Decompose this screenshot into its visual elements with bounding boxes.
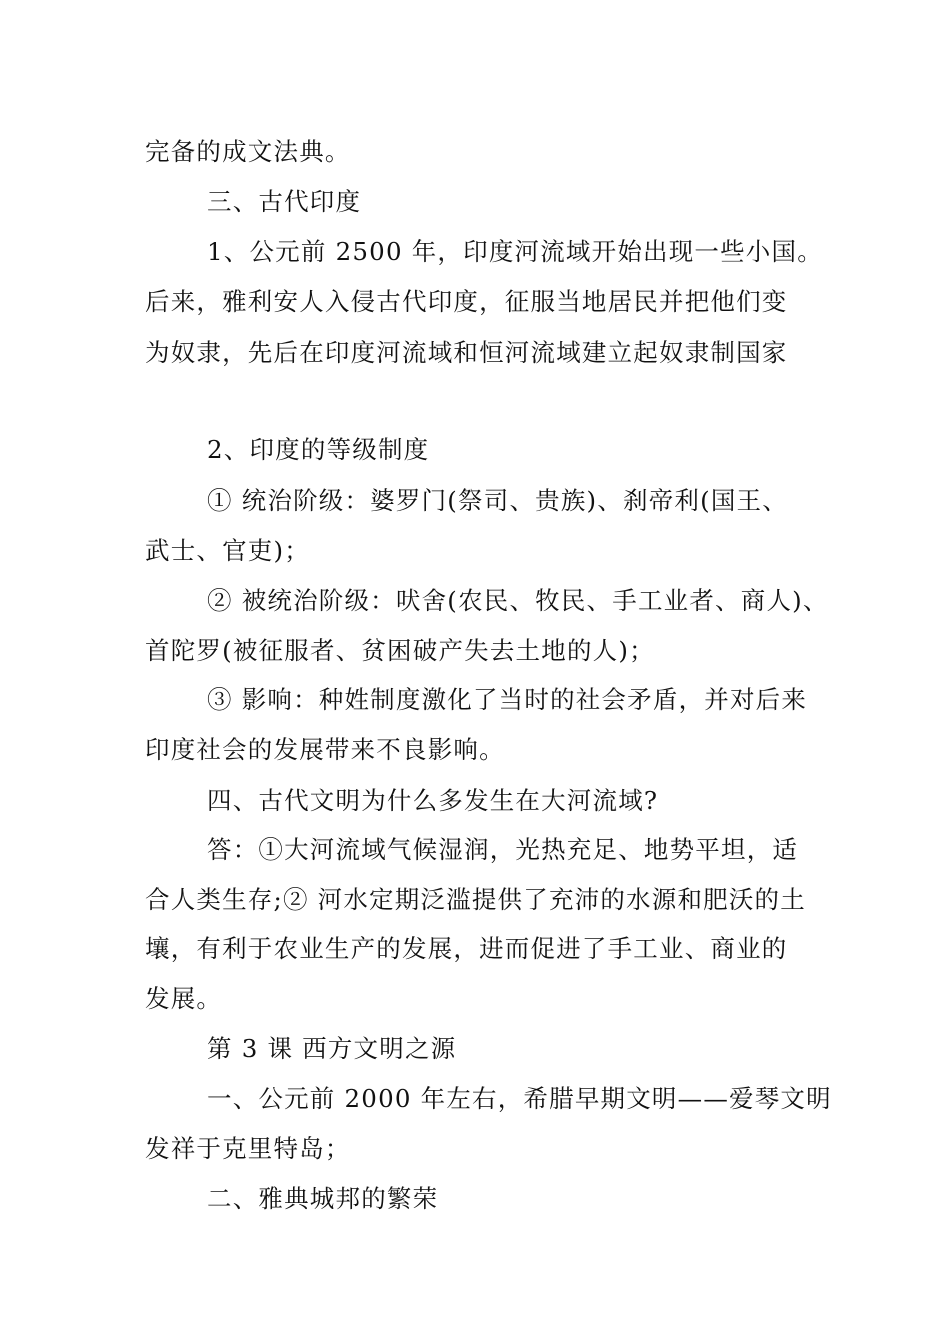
subheading: 2、印度的等级制度 <box>207 435 430 464</box>
section-heading: 三、古代印度 <box>207 187 362 216</box>
section-heading: 二、雅典城邦的繁荣 <box>207 1184 439 1213</box>
text-line: 为奴隶，先后在印度河流域和恒河流域建立起奴隶制国家 <box>145 338 788 367</box>
list-item: ③ 影响：种姓制度激化了当时的社会矛盾，并对后来 <box>207 685 808 714</box>
text-line: 壤，有利于农业生产的发展，进而促进了手工业、商业的 <box>145 934 788 963</box>
text-line: 1、公元前 2500 年，印度河流域开始出现一些小国。 <box>207 237 823 266</box>
text-line: 首陀罗(被征服者、贫困破产失去土地的人)； <box>145 636 655 665</box>
text-line: 答：①大河流域气候湿润，光热充足、地势平坦，适 <box>207 835 799 864</box>
text-line: 武士、官吏)； <box>145 536 310 565</box>
lesson-title: 第 3 课 西方文明之源 <box>207 1034 457 1063</box>
text-line: 完备的成文法典。 <box>145 137 351 166</box>
text-line: 发祥于克里特岛； <box>145 1134 351 1163</box>
section-heading: 四、古代文明为什么多发生在大河流域? <box>207 786 659 815</box>
text-line: 后来，雅利安人入侵古代印度，征服当地居民并把他们变 <box>145 287 788 316</box>
list-item: ② 被统治阶级：吠舍(农民、牧民、手工业者、商人)、 <box>207 586 829 615</box>
text-line: 合人类生存;② 河水定期泛滥提供了充沛的水源和肥沃的土 <box>145 885 806 914</box>
text-line: 发展。 <box>145 984 223 1013</box>
text-line: 印度社会的发展带来不良影响。 <box>145 735 505 764</box>
text-line: 一、公元前 2000 年左右，希腊早期文明——爱琴文明 <box>207 1084 832 1113</box>
list-item: ① 统治阶级：婆罗门(祭司、贵族)、刹帝利(国王、 <box>207 486 788 515</box>
